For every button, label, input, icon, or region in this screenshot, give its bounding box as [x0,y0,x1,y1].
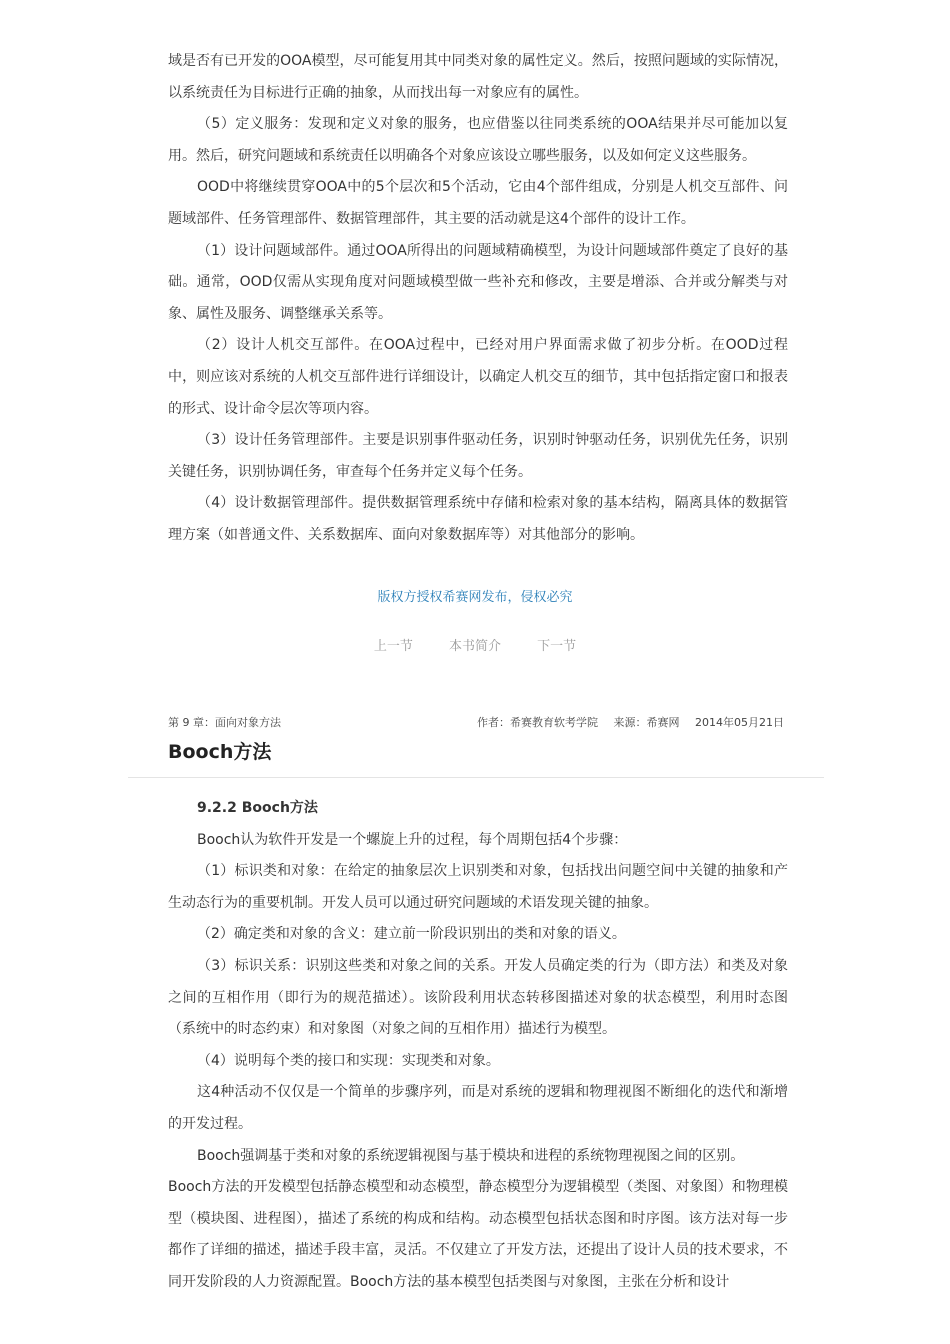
title-divider [128,777,824,778]
top-text-section [168,46,788,552]
paragraph: （1）设计问题域部件。通过OOA所得出的问题域精确模型，为设计问题域部件奠定了良好的基础。通常，OOD仅需从实现角度对问题域模型做一些补充和修改，主要是增添、合并或分解类与对象、属性及服务、调整继承关系等。 [168,242,788,322]
copyright-notice: 版权方授权希赛网发布，侵权必究 [377,590,573,605]
paragraph: Booch认为软件开发是一个螺旋上升的过程，每个周期包括4个步骤： [197,831,628,848]
paragraph: （2）确定类和对象的含义：建立前一阶段识别出的类和对象的语义。 [197,926,626,943]
chapter-pager [0,635,950,654]
prev-section-link[interactable]: 上一节 [373,639,413,654]
paragraph: （5）定义服务：发现和定义对象的服务，也应借鉴以往同类系统的OOA结果并尽可能加以复用。然后，研究问题域和系统责任以明确各个对象应该设立哪些服务，以及如何定义这些服务。 [168,116,788,164]
paragraph: 这4种活动不仅仅是一个简单的步骤序列，而是对系统的逻辑和物理视图不断细化的迭代和渐增的开发过程。 [168,1084,788,1132]
next-section-link[interactable]: 下一节 [537,639,577,654]
paragraph: 域是否有已开发的OOA模型，尽可能复用其中同类对象的属性定义。然后，按照问题域的实际情况，以系统责任为目标进行正确的抽象，从而找出每一对象应有的属性。 [168,53,788,101]
paragraph: OOD中将继续贯穿OOA中的5个层次和5个活动，它由4个部件组成，分别是人机交互部件、问题域部件、任务管理部件、数据管理部件，其主要的活动就是这4个部件的设计工作。 [168,179,788,227]
paragraph: （4）设计数据管理部件。提供数据管理系统中存储和检索对象的基本结构，隔离具体的数据管理方案（如普通文件、关系数据库、面向对象数据库等）对其他部分的影响。 [168,495,788,543]
date-label: 2014年05月21日 [695,716,784,729]
paragraph: （4）说明每个类的接口和实现：实现类和对象。 [197,1052,500,1069]
article-info [465,714,784,730]
paragraph: （2）设计人机交互部件。在OOA过程中，已经对用户界面需求做了初步分析。在OOD过程中，则应该对系统的人机交互部件进行详细设计，以确定人机交互的细节，其中包括指定窗口和报表的形式、设计命令层次等项内容。 [168,337,788,417]
paragraph: （3）标识关系：识别这些类和对象之间的关系。开发人员确定类的行为（即方法）和类及对象之间的互相作用（即行为的规范描述）。该阶段利用状态转移图描述对象的状态模型，利用时态图（系统中的时态约束）和对象图（对象之间的互相作用）描述行为模型。 [168,957,788,1038]
paragraph: Booch方法的开发模型包括静态模型和动态模型，静态模型分为逻辑模型（类图、对象图）和物理模型（模块图、进程图），描述了系统的构成和结构。动态模型包括状态图和时序图。该方法对每一步都作了详细的描述，描述手段丰富，灵活。不仅建立了开发方法，还提出了设计人员的技术要求，不同开发阶段的人力资源配置。Booch方法的基本模型包括类图与对象图，主张在分析和设计 [168,1179,788,1290]
bottom-text-section [168,793,788,1299]
source-label: 来源：希赛网 [613,716,680,729]
subsection-heading: 9.2.2 Booch方法 [197,800,318,816]
paragraph: （1）标识类和对象：在给定的抽象层次上识别类和对象，包括找出问题空间中关键的抽象和产生动态行为的重要机制。开发人员可以通过研究问题域的术语发现关键的抽象。 [168,863,788,911]
book-intro-link[interactable]: 本书简介 [448,639,501,654]
paragraph: （3）设计任务管理部件。主要是识别事件驱动任务，识别时钟驱动任务，识别优先任务，识别关键任务，识别协调任务，审查每个任务并定义每个任务。 [168,432,788,480]
chapter-label: 第 9 章：面向对象方法 [168,716,281,729]
paragraph: Booch强调基于类和对象的系统逻辑视图与基于模块和进程的系统物理视图之间的区别。 [197,1147,745,1164]
author-label: 作者：希赛教育软考学院 [477,716,598,729]
section-title: Booch方法 [168,741,272,763]
